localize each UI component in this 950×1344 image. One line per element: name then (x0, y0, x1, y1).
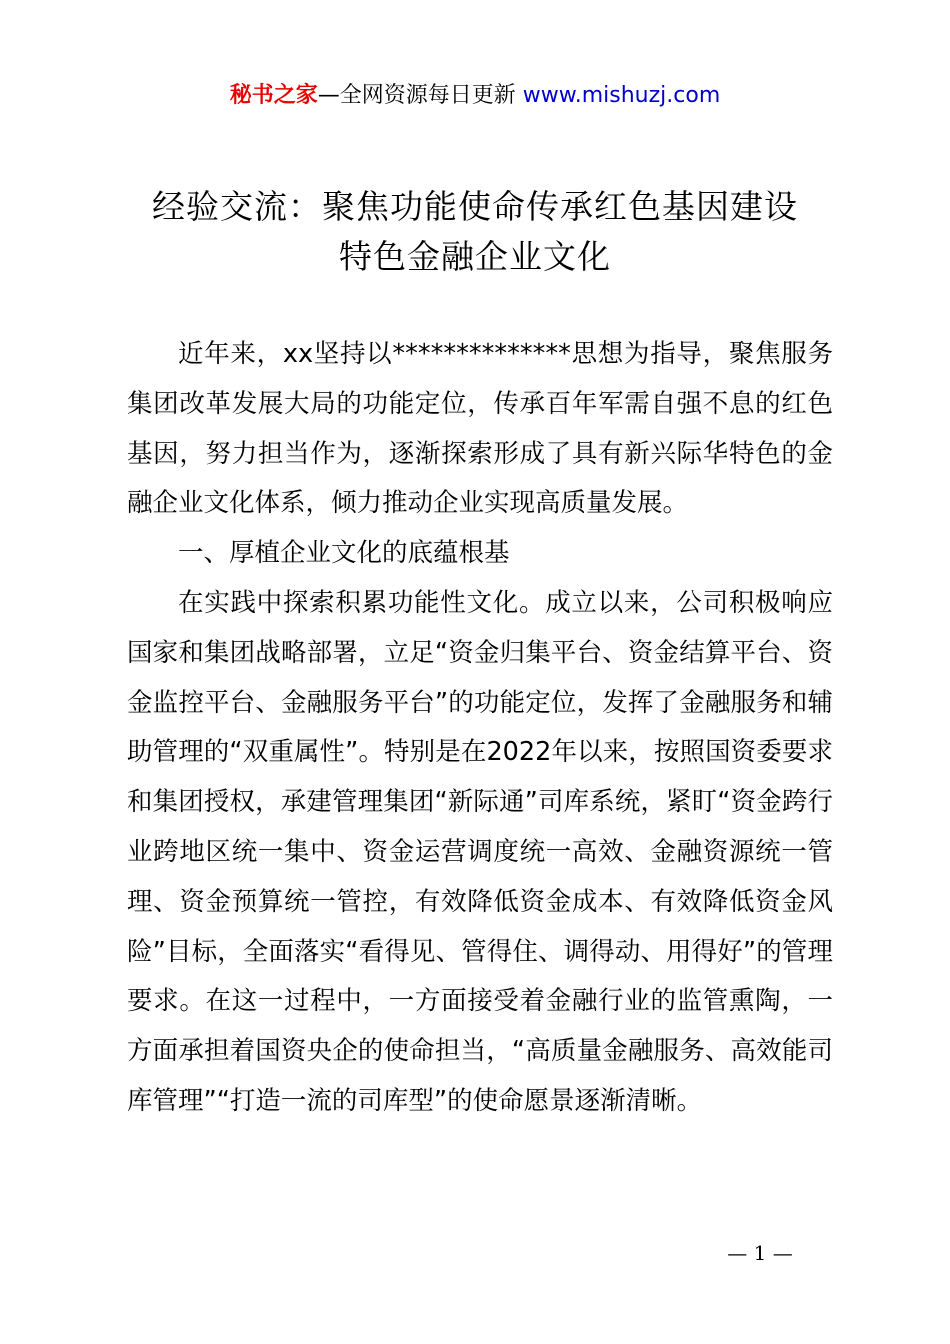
document-title (60, 182, 890, 282)
site-brand: 秘书之家 (229, 83, 318, 108)
intro-paragraph: 近年来，xx坚持以**************思想为指导，聚焦服务集团改革发展大局的功能定位，传承百年军需自强不息的红色基因，努力担当作为，逐渐探索形成了具有新兴际华特色的金融企业文化体系，倾力推动企业实现高质量发展。 (127, 339, 833, 519)
page-number: — 1 — (727, 1241, 793, 1265)
title-line-1: 经验交流：聚焦功能使命传承红色基因建设 (152, 187, 798, 226)
site-header (0, 80, 950, 112)
site-tagline: —全网资源每日更新 (317, 83, 516, 108)
site-url-link[interactable]: www.mishuzj.com (522, 83, 721, 108)
section-heading: 一、厚植企业文化的底蕴根基 (178, 538, 510, 569)
title-line-2: 特色金融企业文化 (339, 237, 611, 276)
body-paragraph: 在实践中探索积累功能性文化。成立以来，公司积极响应国家和集团战略部署，立足“资金归集平台、资金结算平台、资金监控平台、金融服务平台”的功能定位，发挥了金融服务和辅助管理的“双重属性”。特别是在2022年以来，按照国资委要求和集团授权，承建管理集团“新际通”司库系统，紧盯“资金跨行业跨地区统一集中、资金运营调度统一高效、金融资源统一管理、资金预算统一管控，有效降低资金成本、有效降低资金风险”目标，全面落实“看得见、管得住、调得动、用得好”的管理要求。在这一过程中，一方面接受着金融行业的监管熏陶，一方面承担着国资央企的使命担当，“高质量金融服务、高效能司库管理”“打造一流的司库型”的使命愿景逐渐清晰。 (127, 587, 833, 1116)
document-body (127, 330, 833, 1127)
